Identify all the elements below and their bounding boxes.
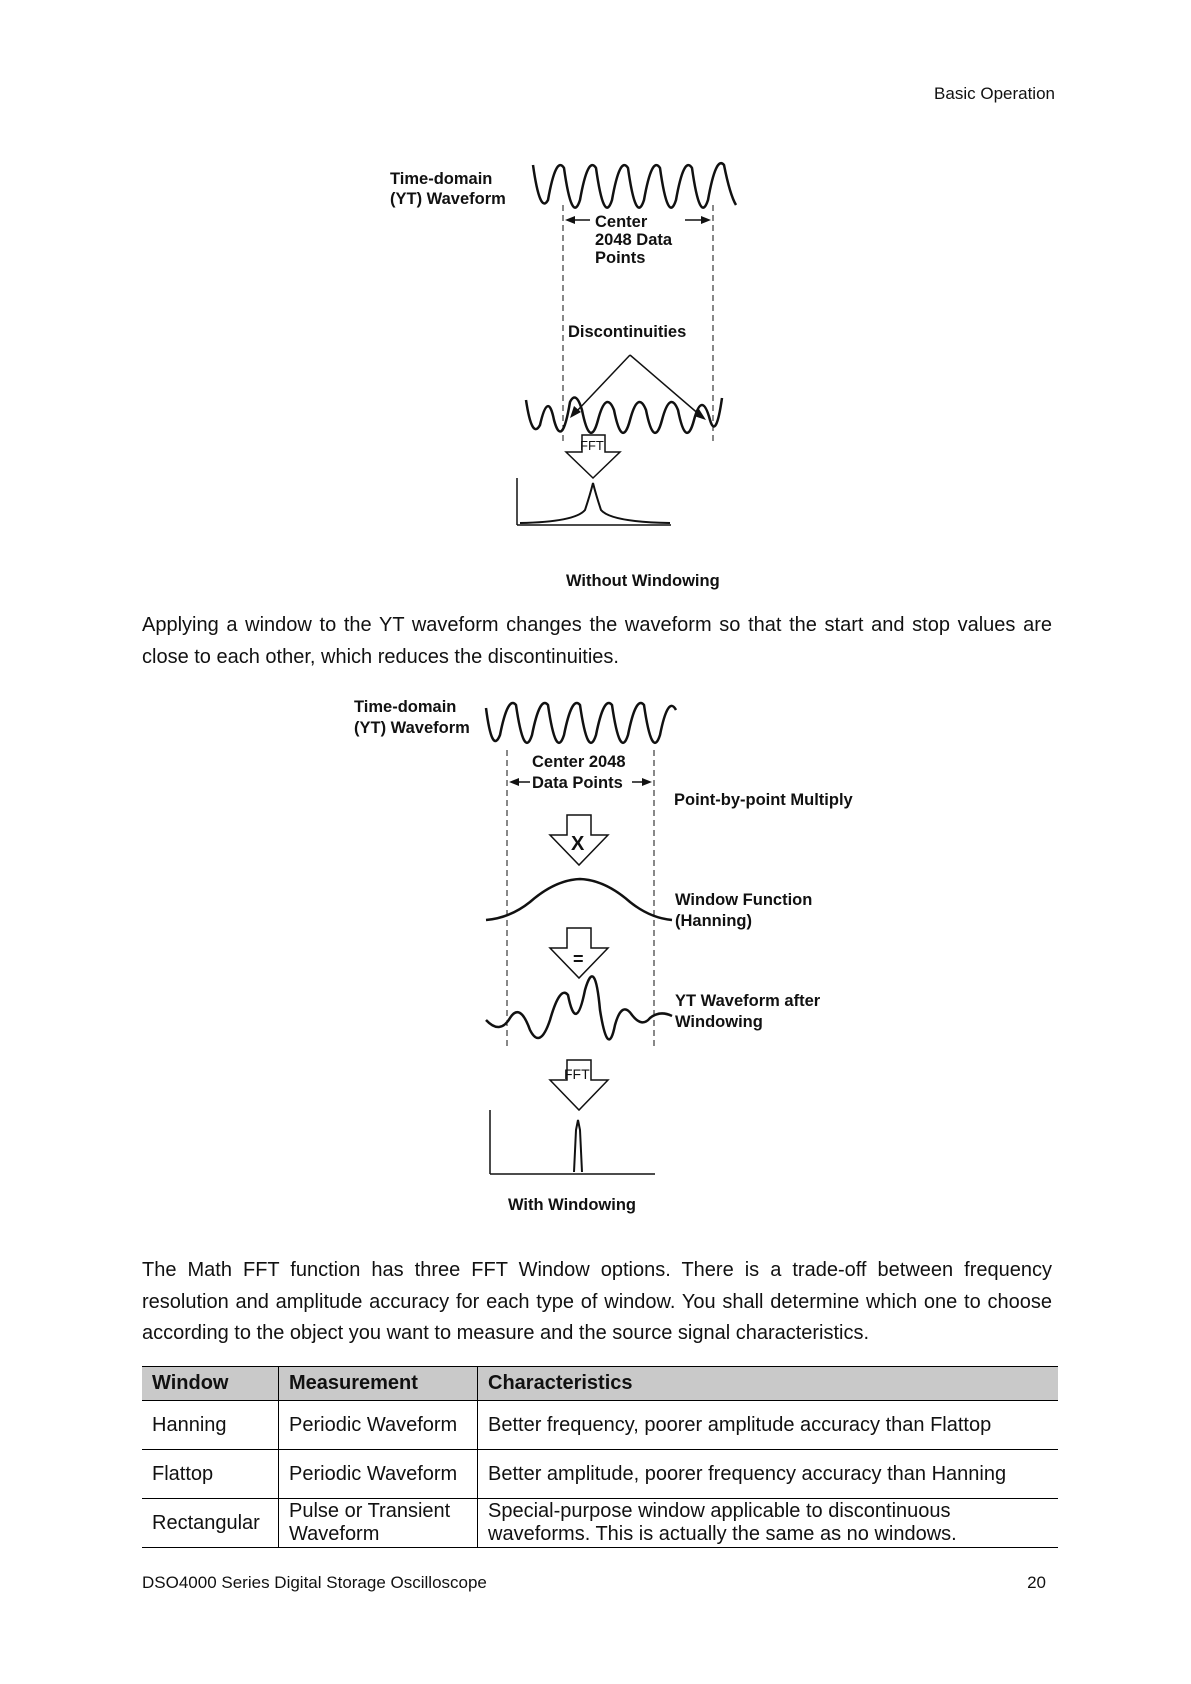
figure-without-windowing-svg (380, 150, 820, 595)
figure-without-windowing (380, 150, 820, 595)
windowed-waveform (486, 976, 672, 1039)
header-characteristics: Characteristics (478, 1367, 1059, 1401)
data-points-label: 2048 Data (595, 231, 673, 249)
yt-waveform-label-2: (YT) Waveform (354, 719, 470, 737)
window-function-label: Window Function (675, 891, 813, 909)
points-label: Points (595, 249, 646, 267)
page-number: 20 (1027, 1573, 1046, 1592)
cell-measurement: Pulse or Transient Waveform (279, 1499, 478, 1548)
running-header: Basic Operation (934, 84, 1055, 103)
data-points-label-2: Data Points (532, 774, 623, 792)
equals-symbol: = (573, 949, 584, 969)
spectrum-narrow-peak (574, 1120, 582, 1172)
cell-characteristics: Better amplitude, poorer frequency accuracy than Hanning (478, 1450, 1059, 1499)
fft-label: FFT (580, 438, 604, 453)
center-label: Center (595, 213, 648, 231)
yt-waveform-top (533, 163, 736, 207)
fft-label-2: FFT (564, 1066, 590, 1082)
cell-measurement: Periodic Waveform (279, 1401, 478, 1450)
cell-characteristics: Better frequency, poorer amplitude accuracy than Flattop (478, 1401, 1059, 1450)
footer-title: DSO4000 Series Digital Storage Oscilloscope (142, 1573, 487, 1592)
paragraph-windowing: Applying a window to the YT waveform changes the waveform so that the start and stop values are close to each other, which reduces the discontinuities. (142, 614, 1052, 668)
table-row (142, 1401, 1058, 1450)
cell-window: Flattop (142, 1450, 279, 1499)
table-row (142, 1450, 1058, 1499)
windowing-label: Windowing (675, 1013, 763, 1031)
yt-waveform-periodic (526, 398, 722, 433)
figure-with-windowing-svg (350, 690, 870, 1230)
header-window: Window (142, 1367, 279, 1401)
discontinuities-label: Discontinuities (568, 323, 687, 341)
hanning-label: (Hanning) (675, 912, 752, 930)
header-measurement: Measurement (279, 1367, 478, 1401)
multiply-symbol: X (571, 833, 585, 855)
figure2-caption: With Windowing (508, 1196, 636, 1214)
table-row (142, 1499, 1058, 1548)
time-domain-label-2: Time-domain (354, 698, 457, 716)
cell-window: Rectangular (142, 1499, 279, 1548)
spectrum-broad-peak (520, 483, 670, 523)
paragraph-fft-windows: The Math FFT function has three FFT Window options. There is a trade-off between frequency resolution and amplitude accuracy for each type of window. You shall determine which one to choose according to the object you want to measure and the source signal characteristics. (142, 1259, 1052, 1344)
yt-after-label: YT Waveform after (675, 992, 821, 1010)
figure-with-windowing (350, 690, 870, 1230)
cell-measurement: Periodic Waveform (279, 1450, 478, 1499)
yt-waveform-top-2 (486, 703, 676, 743)
table-header-row (142, 1367, 1058, 1401)
figure1-caption: Without Windowing (566, 572, 720, 590)
hanning-window-curve (486, 879, 672, 920)
cell-window: Hanning (142, 1401, 279, 1450)
window-comparison-table (142, 1366, 1058, 1548)
time-domain-label: Time-domain (390, 170, 493, 188)
yt-waveform-label: (YT) Waveform (390, 190, 506, 208)
cell-characteristics: Special-purpose window applicable to discontinuous waveforms. This is actually the same as no windows. (478, 1499, 1059, 1548)
center-2048-label: Center 2048 (532, 753, 626, 771)
multiply-label: Point-by-point Multiply (674, 791, 853, 809)
